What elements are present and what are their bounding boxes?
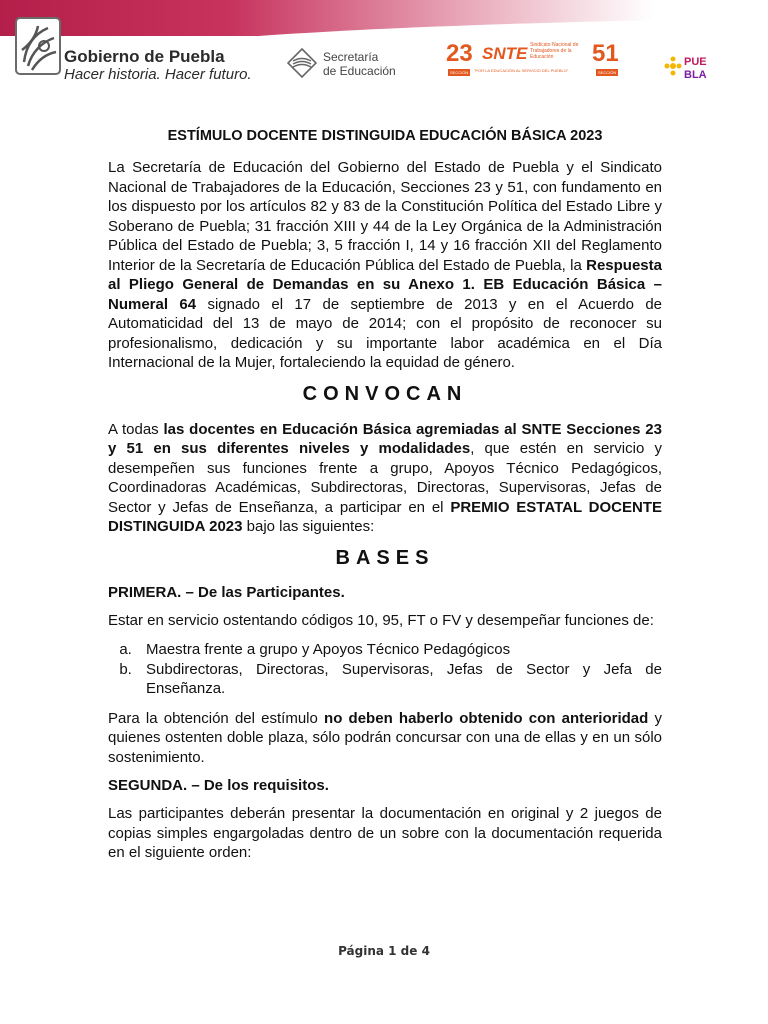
call-paragraph — [108, 420, 662, 537]
intro-paragraph — [108, 158, 662, 373]
gov-slogan: Hacer historia. Hacer futuro. — [64, 66, 252, 83]
call-text-bold-1: las docentes en Educación Básica agremiadas al SNTE Secciones 23 y 51 en sus diferentes niveles y modalidades — [108, 420, 662, 457]
intro-text-bold: Respuesta al Pliego General de Demandas en su Anexo 1. EB Educación Básica – Numeral 64 — [108, 256, 662, 313]
primera-list — [108, 640, 662, 699]
svg-text:BLA: BLA — [684, 69, 707, 81]
gov-name: Gobierno de Puebla — [64, 47, 225, 66]
sep-logo-icon — [287, 48, 317, 78]
document-title: ESTÍMULO DOCENTE DISTINGUIDA EDUCACIÓN BÁSICA 2023 — [167, 128, 603, 144]
intro-text-a: La Secretaría de Educación del Gobierno del Estado de Puebla y el Sindicato Nacional de Trabajadores de la Educación, Secciones 23 y 51, con fundamento en los dispuesto por los artículos 82 y 83 de la Constitución Política del Estado Libre y Soberano de Puebla; 31 fracción XIII y 44 de la Ley Orgánica de la Administración Pública del Estado de Puebla; 3, 5 fracción I, 14 y 16 fracción XII del Reglamento Interior de la Secretaría de Educación Pública del Estado de Puebla, la — [108, 159, 662, 274]
snte-word: SNTE — [482, 44, 528, 63]
note-text-a: Para la obtención del estímulo — [108, 709, 325, 727]
sep-line-1: Secretaría — [323, 50, 379, 64]
list-item: b. Subdirectoras, Directoras, Supervisoras, Jefas de Sector y Jefa de Enseñanza. — [136, 660, 662, 699]
snte-section-23: 23 — [446, 40, 473, 67]
segunda-text: Las participantes deberán presentar la documentación en original y 2 juegos de copias simples engargoladas dentro de un sobre con la documentación requerida en el siguiente orden: — [108, 805, 662, 861]
snte-section-51-label: SECCIÓN — [598, 70, 617, 75]
call-text-bold-2: PREMIO ESTATAL DOCENTE DISTINGUIDA 2023 — [108, 498, 662, 535]
document-body — [108, 128, 662, 873]
svg-text:PUE: PUE — [684, 56, 707, 68]
call-text-e: bajo las siguientes: — [242, 518, 375, 535]
gobierno-puebla-logo-icon — [14, 16, 62, 76]
letterhead — [0, 0, 768, 100]
call-text-c: , que estén en servicio y desempeñen sus funciones frente a grupo, Apoyos Técnico Pedagógicos, Coordinadoras Académicas, Subdirectoras, Directoras, Supervisoras, Jefas de Sector y Jefas de Enseñanza, a participar en el — [108, 440, 662, 516]
note-text-c: y quienes ostenten doble plaza, sólo podrán concursar con una de ellas y en un sólo sostenimiento. — [108, 709, 662, 766]
convocan-heading: CONVOCAN — [302, 382, 468, 405]
note-text-bold: no deben haberlo obtenido con anterioridad — [324, 709, 649, 727]
primera-heading: PRIMERA. – De las Participantes. — [108, 583, 345, 601]
bases-heading: BASES — [335, 546, 435, 569]
snte-full-name: Sindicato Nacional de Trabajadores de la Educación — [530, 42, 579, 60]
intro-text-c: signado el 17 de septiembre de 2013 y en el Acuerdo de Automaticidad del 13 de mayo de 2014; con el propósito de reconocer su profesionalismo, dedicación y su importante labor académica en el Día Internacional de la Mujer, fortaleciendo la equidad de género. — [108, 295, 662, 371]
page-number: Página 1 de 4 — [338, 944, 430, 958]
snte-motto: "POR LA EDUCACIÓN AL SERVICIO DEL PUEBLO" — [474, 68, 569, 73]
sep-line-2: de Educación — [323, 64, 396, 78]
call-text-a: A todas — [108, 420, 164, 438]
primera-text: Estar en servicio ostentando códigos 10, 95, FT o FV y desempeñar funciones de: — [108, 611, 654, 629]
snte-section-51: 51 — [592, 40, 619, 67]
segunda-heading: SEGUNDA. – De los requisitos. — [108, 777, 329, 794]
snte-section-23-label: SECCIÓN — [450, 70, 469, 75]
list-item: a. Maestra frente a grupo y Apoyos Técnico Pedagógicos — [136, 640, 662, 660]
primera-note — [108, 709, 662, 768]
puebla-logo-icon — [664, 50, 710, 86]
snte-logo — [446, 42, 622, 82]
